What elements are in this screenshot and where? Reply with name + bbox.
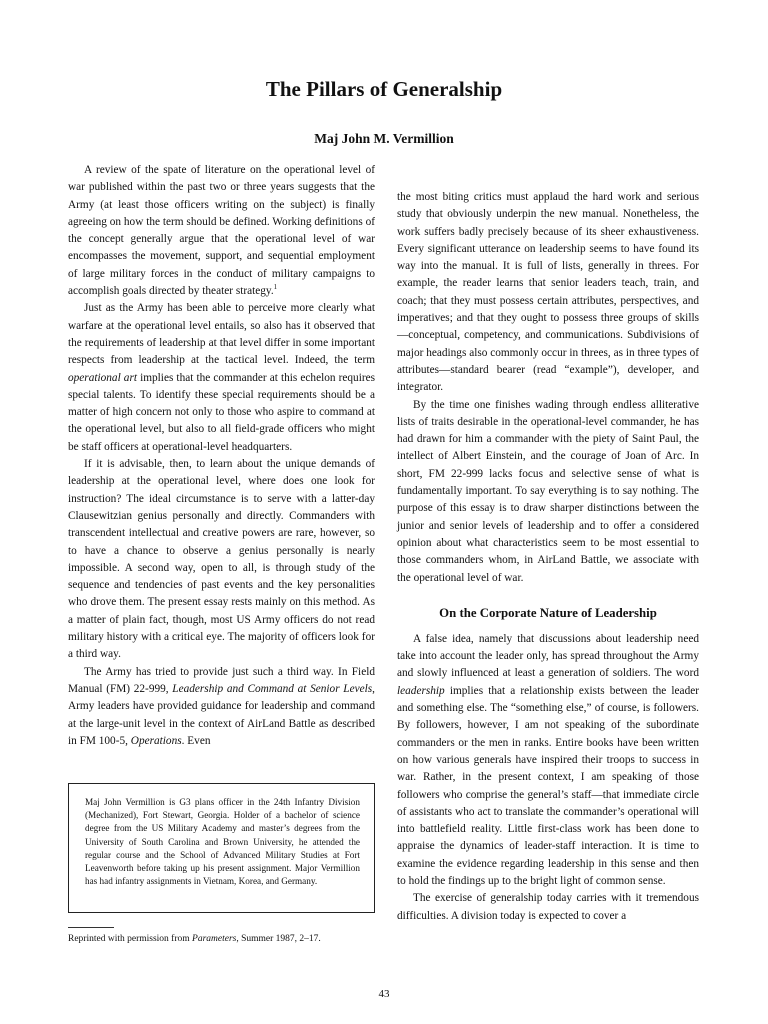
footnote-ref: 1 [273,283,278,292]
left-paragraph-4-text-c: . Even [181,734,211,747]
left-paragraph-2-text-a: Just as the Army has been able to perceive more clearly what warfare at the operational level entails, so also has it observed that the requirements of leadership at that level differ in some important respects from leadership at the tactical level. Indeed, the term [68,302,375,367]
left-column [68,162,375,750]
left-paragraph-4-manual-title: Leadership and Command at Senior Levels [172,682,373,695]
right-paragraph-1: the most biting critics must applaud the hard work and serious study that obviously underpin the new manual. Nonetheless, the work suffers badly precisely because of its sheer exhaustiveness. Every significant utterance on leadership seems to have found its way into the manual. It is full of lists, generally in threes. For example, the reader learns that senior leaders teach, train, and coach; that they must possess certain attributes, perspectives, and imperatives; and that they ought to possess three groups of skills—conceptual, competency, and communications. Subdivisions of major headings also commonly occur in threes, as in three types of attributes—standard bearer (read “example”), developer, and integrator. [397,191,699,394]
author-bio-box: Maj John Vermillion is G3 plans officer in the 24th Infantry Division (Mechanized), Fort Stewart, Georgia. Holder of a bachelor of science degree from the US Military Academy and master’s degrees from the University of South Carolina and Brown University, he attended the regular course and the School of Advanced Military Studies at Fort Leavenworth before taking up his present assignment. Major Vermillion has had infantry assignments in Vietnam, Korea, and Germany. [68,783,375,913]
right-paragraph-2: By the time one finishes wading through endless alliterative lists of traits desirable in the operational-level commander, he has had drawn for him a commander with the piety of Saint Paul, the intellect of Albert Einstein, and the courage of Joan of Arc. In short, FM 22-999 lacks focus and selective sense of what is fundamentally important. To say everything is to say nothing. The purpose of this essay is to draw sharper distinctions between the junior and senior levels of leadership and to offer a considered opinion about what characteristics seem to be most essential to those commanders whom, in AirLand Battle, we associate with the operational level of war. [397,398,699,584]
right-paragraph-4: The exercise of generalship today carries with it tremendous difficulties. A division today is expected to cover a [397,892,699,922]
left-paragraph-2 [68,300,375,456]
footnote-source: Parameters [192,934,237,944]
left-paragraph-2-text-b: implies that the commander at this echelon requires special talents. To identify these special requirements should be a matter of high concern not only to those who aspire to command at the operational level, but also to all field-grade officers who might be staff officers at operational-level headquarters. [68,371,376,453]
footnote-text-b: , Summer 1987, 2–17. [236,934,321,944]
left-paragraph-4-operations: Operations [130,734,182,747]
article-author: Maj John M. Vermillion [314,131,454,146]
page-number: 43 [378,988,390,1000]
right-paragraph-3-text-b: implies that a relationship exists between the leader and something else. The “something else,” of course, is followers. By followers, however, I am not speaking of the subordinate commanders or the men in ranks. Entire books have been written on how various generals have inspired their troops to success in war. Rather, in the present context, I am speaking of those followers who comprise the general’s staff—that immediate circle of assistants who act to translate the commander’s operational will into battlefield reality. Little first-class work has been done to appraise the dynamics of leader-staff interaction. It is time to examine the evidence regarding leadership in this sense and then to hold the findings up to the bright light of common sense. [397,684,699,887]
right-paragraph-3-term: leadership [397,684,445,697]
footnote-text-a: Reprinted with permission from [68,934,193,944]
left-paragraph-1-text: A review of the spate of literature on the operational level of war published within the past two or three years suggests that the Army (at least those officers writing on the subject) is finally agreeing on how the term should be defined. Working definitions of the concept generally argue that the operational level of war encompasses the movement, support, and sequential employment of large military forces in the conduct of military campaigns to accomplish goals directed by theater strategy. [68,164,375,298]
left-paragraph-4-text-a: The Army has tried to provide just such a third way. In Field Manual (FM) 22-999, [68,665,375,695]
footnote-rule [68,927,114,928]
right-column [397,189,699,925]
article-title: The Pillars of Generalship [265,77,503,101]
section-heading: On the Corporate Nature of Leadership [439,605,657,620]
footnote [68,933,321,945]
left-paragraph-4-text-b: , Army leaders have provided guidance for leadership and command at the large-unit level in the context of AirLand Battle as described in FM 100-5, [68,682,375,747]
left-paragraph-1 [68,162,375,300]
right-paragraph-3 [397,631,699,890]
right-paragraph-3-text-a: A false idea, namely that discussions about leadership need take into account the leader only, has spread throughout the Army and slowly influenced at least a generation of soldiers. The word [397,632,699,680]
left-paragraph-3: If it is advisable, then, to learn about the unique demands of leadership at the operational level, where does one look for instruction? The ideal circumstance is to serve with a latter-day Clausewitzian genius personally and directly. Commanders with transcendent intellectual and creative powers are rare, however, so to have a chance to observe a genius personally is nearly impossible. A second way, open to all, is through study of the sequence and tendencies of past events and the key personalities who drove them. The present essay rests mainly on this method. As a matter of plain fact, though, most US Army officers do not read military history with a critical eye. The majority of officers look for a third way. [68,458,375,661]
left-paragraph-2-term: operational art [68,371,137,384]
left-paragraph-4 [68,664,375,750]
